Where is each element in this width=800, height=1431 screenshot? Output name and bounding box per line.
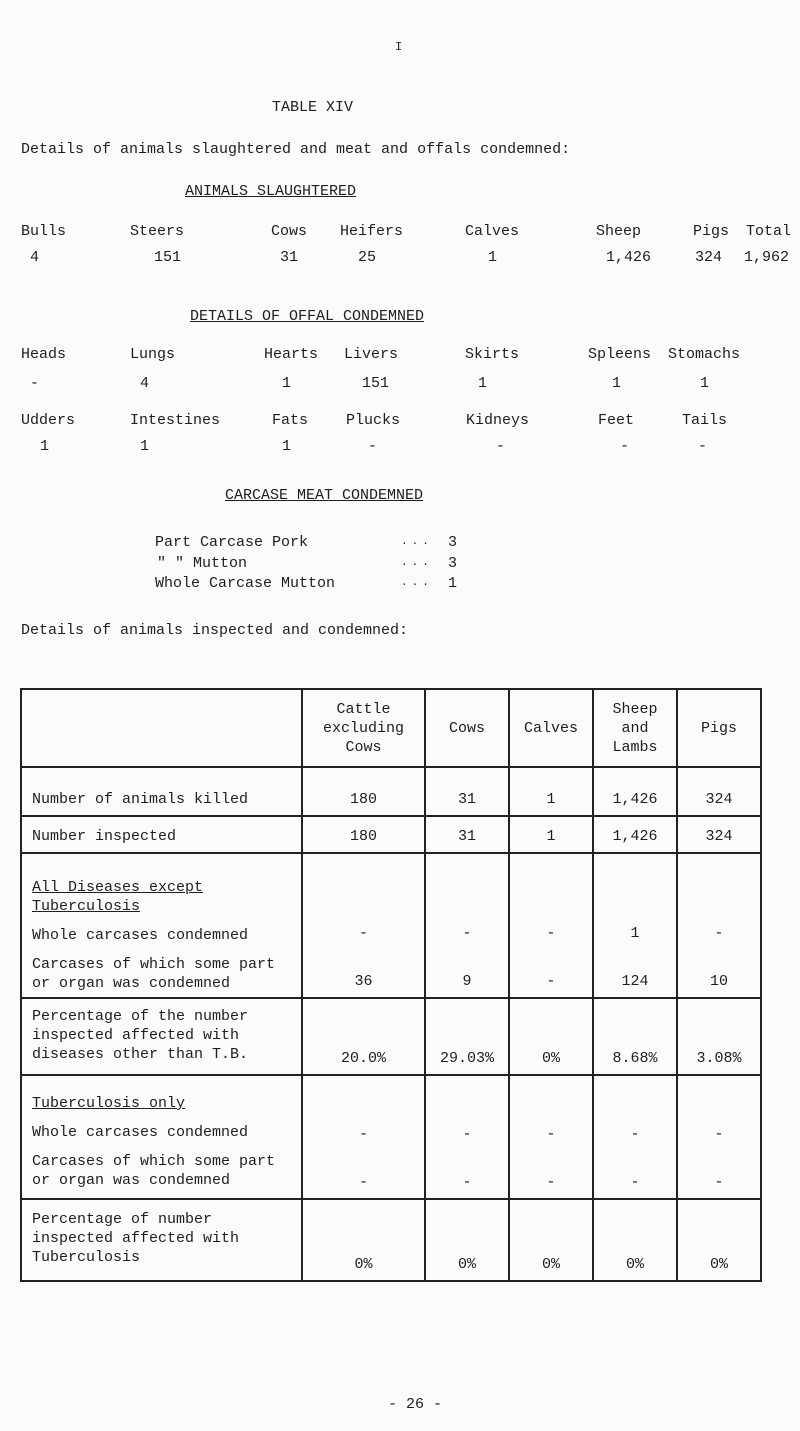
animals-value-row [0, 249, 800, 269]
table-cell: 1,426 [593, 816, 677, 853]
table-title: TABLE XIV [272, 99, 354, 116]
carcase-item-label: Part Carcase Pork [155, 534, 309, 551]
cell-value: - [714, 925, 724, 942]
row-label: Percentage of the number inspected affected with diseases other than T.B. [21, 998, 302, 1075]
table-cell [593, 853, 677, 998]
row-label: Number inspected [21, 816, 302, 853]
inspection-table [20, 688, 762, 1282]
cell-value: - [546, 1174, 556, 1191]
animals-header: Sheep [596, 223, 642, 240]
offal-header: Udders [21, 412, 76, 429]
carcase-meat-title: CARCASE MEAT CONDEMNED [225, 487, 424, 504]
offal-value-row-1 [0, 375, 800, 395]
table-row [21, 998, 761, 1075]
animals-header: Total [746, 223, 792, 240]
table-row [21, 767, 761, 816]
leader-dots: ... [401, 536, 433, 548]
animals-value: 25 [358, 249, 377, 266]
table-cell: 180 [302, 767, 425, 816]
offal-header: Skirts [465, 346, 520, 363]
animals-header: Bulls [21, 223, 67, 240]
offal-header: Livers [344, 346, 399, 363]
row-label-group [21, 853, 302, 998]
table-cell: 1 [509, 767, 593, 816]
table-cell: 0% [302, 1199, 425, 1281]
table-row [21, 816, 761, 853]
row-label-group [21, 1075, 302, 1199]
table-cell: 1 [509, 816, 593, 853]
animals-header: Steers [130, 223, 185, 240]
cell-value: - [630, 1126, 640, 1143]
offal-header: Hearts [264, 346, 319, 363]
offal-header: Heads [21, 346, 67, 363]
table-cell: 0% [593, 1199, 677, 1281]
animals-value: 4 [30, 249, 40, 266]
animals-value: 324 [695, 249, 723, 266]
offal-header: Fats [272, 412, 309, 429]
animals-value: 31 [280, 249, 299, 266]
offal-header: Feet [598, 412, 635, 429]
cell-value: 1 [630, 925, 640, 942]
offal-header: Stomachs [668, 346, 741, 363]
offal-header: Intestines [130, 412, 221, 429]
column-header: Sheep and Lambs [593, 689, 677, 767]
cell-value: - [714, 1126, 724, 1143]
animals-header: Heifers [340, 223, 404, 240]
offal-value: - [698, 438, 708, 455]
offal-value-row-2 [0, 438, 800, 458]
inspection-intro: Details of animals inspected and condemned: [21, 622, 409, 639]
offal-value: 4 [140, 375, 150, 392]
table-cell: 31 [425, 816, 509, 853]
table-cell [677, 853, 761, 998]
offal-value: - [368, 438, 378, 455]
row-label: Whole carcases condemned [32, 927, 249, 944]
carcase-item-label: Whole Carcase Mutton [155, 575, 336, 592]
animals-header-row [0, 223, 800, 243]
table-cell [509, 853, 593, 998]
animals-value: 1,426 [606, 249, 652, 266]
carcase-item-value: 1 [448, 575, 458, 592]
table-cell: 0% [509, 1199, 593, 1281]
table-cell [425, 1075, 509, 1199]
table-cell [593, 1075, 677, 1199]
table-row [21, 853, 761, 998]
table-cell: 29.03% [425, 998, 509, 1075]
cell-value: 9 [462, 973, 472, 990]
cell-value: - [546, 973, 556, 990]
page-mark: I [395, 40, 403, 54]
cell-value: - [359, 925, 369, 942]
offal-value: 1 [612, 375, 622, 392]
offal-header-row-1 [0, 346, 800, 366]
animals-slaughtered-title: ANIMALS SLAUGHTERED [185, 183, 357, 200]
offal-header: Plucks [346, 412, 401, 429]
table-cell [425, 853, 509, 998]
offal-value: 1 [282, 438, 292, 455]
offal-condemned-title: DETAILS OF OFFAL CONDEMNED [190, 308, 425, 325]
table-row [21, 1075, 761, 1199]
offal-value: 1 [282, 375, 292, 392]
table-cell: 0% [677, 1199, 761, 1281]
leader-dots: ... [401, 557, 433, 569]
cell-value: - [359, 1174, 369, 1191]
offal-value: 151 [362, 375, 390, 392]
offal-value: 1 [140, 438, 150, 455]
row-label: Carcases of which some part or organ was condemned [32, 1153, 276, 1189]
table-cell [302, 853, 425, 998]
column-header: Cows [425, 689, 509, 767]
offal-header: Lungs [130, 346, 176, 363]
table-cell: 0% [509, 998, 593, 1075]
cell-value: - [630, 1174, 640, 1191]
column-header: Pigs [677, 689, 761, 767]
animals-header: Pigs [693, 223, 730, 240]
offal-header-row-2 [0, 412, 800, 432]
intro-text: Details of animals slaughtered and meat and offals condemned: [21, 141, 571, 158]
cell-value: 10 [710, 973, 729, 990]
table-cell [302, 1075, 425, 1199]
cell-value: - [546, 925, 556, 942]
offal-value: - [620, 438, 630, 455]
table-cell: 324 [677, 816, 761, 853]
table-cell [677, 1075, 761, 1199]
corner-cell [21, 689, 302, 767]
table-cell [509, 1075, 593, 1199]
section-heading: Tuberculosis only [32, 1095, 186, 1112]
offal-value: - [30, 375, 40, 392]
carcase-item-label: " " Mutton [157, 555, 248, 572]
offal-header: Spleens [588, 346, 652, 363]
cell-value: 36 [354, 973, 373, 990]
row-label: Percentage of number inspected affected with Tuberculosis [21, 1199, 302, 1281]
offal-value: 1 [40, 438, 50, 455]
table-cell: 180 [302, 816, 425, 853]
cell-value: - [714, 1174, 724, 1191]
offal-header: Tails [682, 412, 728, 429]
cell-value: - [462, 925, 472, 942]
table-cell: 31 [425, 767, 509, 816]
table-cell: 0% [425, 1199, 509, 1281]
offal-header: Kidneys [466, 412, 530, 429]
cell-value: - [546, 1126, 556, 1143]
carcase-item-value: 3 [448, 555, 458, 572]
table-cell: 8.68% [593, 998, 677, 1075]
animals-value: 1 [488, 249, 498, 266]
row-label: Number of animals killed [21, 767, 302, 816]
table-cell: 20.0% [302, 998, 425, 1075]
table-cell: 1,426 [593, 767, 677, 816]
animals-header: Calves [465, 223, 520, 240]
offal-value: 1 [478, 375, 488, 392]
cell-value: - [462, 1174, 472, 1191]
cell-value: 124 [621, 973, 649, 990]
cell-value: - [359, 1126, 369, 1143]
column-header: Calves [509, 689, 593, 767]
leader-dots: ... [401, 577, 433, 589]
page-number: - 26 - [388, 1396, 443, 1413]
cell-value: - [462, 1126, 472, 1143]
offal-value: 1 [700, 375, 710, 392]
section-heading: All Diseases except Tuberculosis [32, 879, 204, 915]
column-header: Cattle excluding Cows [302, 689, 425, 767]
table-row [21, 1199, 761, 1281]
animals-value: 1,962 [744, 249, 790, 266]
animals-header: Cows [271, 223, 308, 240]
row-label: Whole carcases condemned [32, 1124, 249, 1141]
animals-value: 151 [154, 249, 182, 266]
row-label: Carcases of which some part or organ was condemned [32, 956, 276, 992]
carcase-item-value: 3 [448, 534, 458, 551]
table-cell: 3.08% [677, 998, 761, 1075]
table-cell: 324 [677, 767, 761, 816]
table-header-row [21, 689, 761, 767]
offal-value: - [496, 438, 506, 455]
